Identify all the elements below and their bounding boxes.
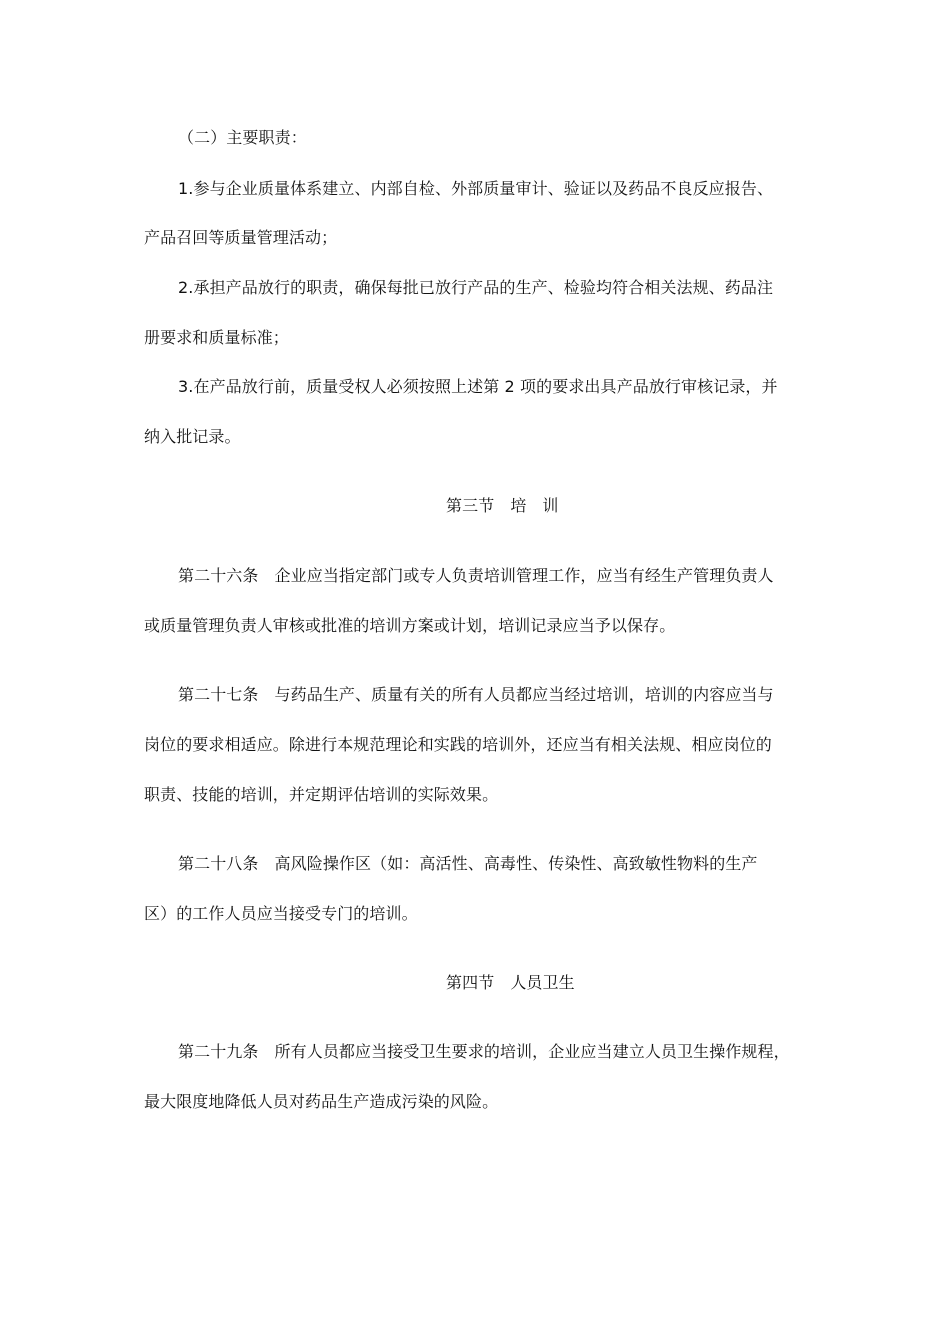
section-title-char-1: 培 [510, 496, 527, 515]
subsection-title: （二）主要职责： [178, 128, 307, 147]
article-text: 所有人员都应当接受卫生要求的培训，企业应当建立人员卫生操作规程， [274, 1042, 790, 1061]
section-title: 人员卫生 [510, 973, 575, 992]
section-number: 第三节 [446, 496, 495, 515]
article-text: 高风险操作区（如：高活性、高毒性、传染性、高致敏性物料的生产 [274, 854, 758, 873]
article-29-line-1 [178, 1041, 790, 1063]
article-label: 第二十八条 [178, 854, 259, 873]
duty-item-3-line-2: 纳入批记录。 [144, 427, 241, 446]
article-label: 第二十六条 [178, 566, 259, 585]
duty-item-2-line-2: 册要求和质量标准； [144, 328, 289, 347]
article-text: 企业应当指定部门或专人负责培训管理工作，应当有经生产管理负责人 [274, 566, 774, 585]
section-heading-training [446, 495, 559, 517]
duty-item-2-line-1: 2.承担产品放行的职责，确保每批已放行产品的生产、检验均符合相关法规、药品注 [178, 278, 774, 297]
article-29-line-2: 最大限度地降低人员对药品生产造成污染的风险。 [144, 1092, 499, 1111]
article-27-line-1 [178, 684, 774, 706]
article-27-line-2: 岗位的要求相适应。除进行本规范理论和实践的培训外，还应当有相关法规、相应岗位的 [144, 735, 772, 754]
section-title-char-2: 训 [542, 496, 559, 515]
section-heading-hygiene [446, 972, 575, 994]
article-28-line-2: 区）的工作人员应当接受专门的培训。 [144, 904, 418, 923]
article-27-line-3: 职责、技能的培训，并定期评估培训的实际效果。 [144, 785, 499, 804]
duty-item-1-line-2: 产品召回等质量管理活动； [144, 228, 338, 247]
article-label: 第二十九条 [178, 1042, 259, 1061]
duty-item-1-line-1: 1.参与企业质量体系建立、内部自检、外部质量审计、验证以及药品不良反应报告、 [178, 179, 774, 198]
article-text: 与药品生产、质量有关的所有人员都应当经过培训，培训的内容应当与 [274, 685, 774, 704]
article-26-line-1 [178, 565, 774, 587]
article-26-line-2: 或质量管理负责人审核或批准的培训方案或计划，培训记录应当予以保存。 [144, 616, 676, 635]
article-28-line-1 [178, 853, 758, 875]
section-number: 第四节 [446, 973, 495, 992]
article-label: 第二十七条 [178, 685, 259, 704]
duty-item-3-line-1: 3.在产品放行前，质量受权人必须按照上述第 2 项的要求出具产品放行审核记录，并 [178, 377, 778, 396]
